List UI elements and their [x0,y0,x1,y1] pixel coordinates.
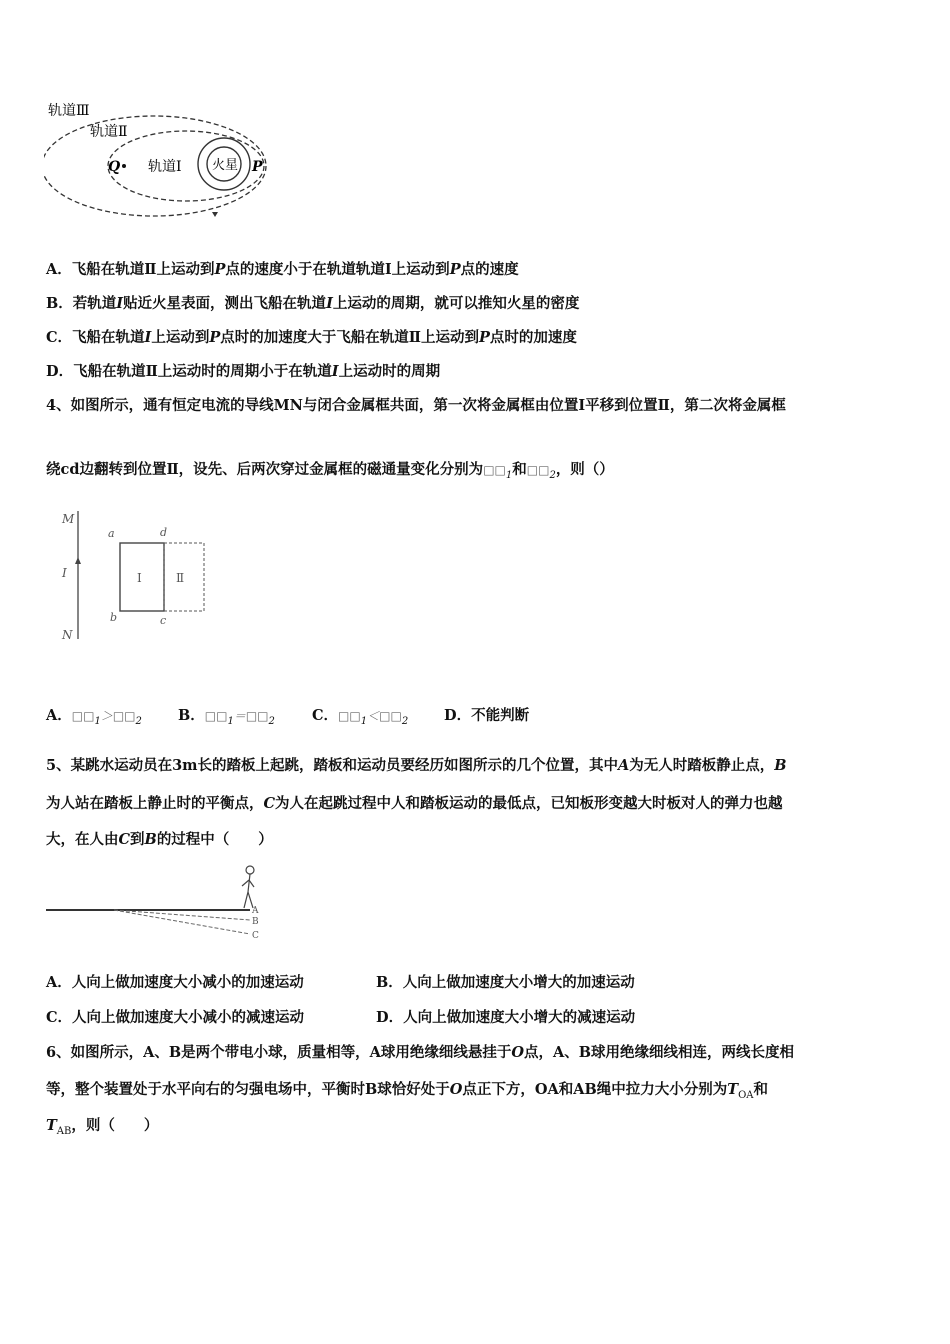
orbit-3-label: 轨道Ⅲ [48,103,90,119]
arrow-icon [212,212,218,217]
label-pos2: Ⅱ [176,571,185,585]
q4-option-a: A．$□□_1>□□_2$ [46,707,142,727]
q5-option-a: A．人向上做加速度大小减小的加速运动 [46,974,304,991]
label-a: A [252,906,259,916]
label-i: I [62,566,67,580]
current-arrow-icon [75,557,81,564]
q6-stem-line3: $T_{AB}$，则（ ） [46,1117,159,1137]
label-a: a [108,527,115,540]
q4-option-b: B．$□□_1=□□_2$ [178,707,275,727]
orbit-1-label: 轨道Ⅰ [148,159,182,175]
board-position-c [114,910,250,934]
q3-option-d: D．飞船在轨道Ⅱ上运动时的周期小于在轨道I上运动时的周期 [46,363,441,380]
orbit-figure [44,98,284,230]
q3-option-a: A．飞船在轨道Ⅱ上运动到P点的速度小于在轨道轨道Ⅰ上运动到P点的速度 [46,261,519,278]
q3-option-b: B．若轨道I贴近火星表面，测出飞船在轨道I上运动的周期，就可以推知火星的密度 [46,295,580,312]
q4-stem-line1: 4、如图所示，通有恒定电流的导线MN与闭合金属框共面，第一次将金属框由位置Ⅰ平移到位置Ⅱ，第二次将金属框 [46,397,786,414]
label-c: C [252,931,259,941]
q5-stem-line3: 大，在人由C到B的过程中（ ） [46,831,273,848]
label-b: b [110,611,118,624]
q4-option-d: D．不能判断 [444,707,530,724]
mars-label: 火星 [212,158,239,173]
q5-option-c: C．人向上做加速度大小减小的减速运动 [46,1009,305,1026]
label-pos1: Ⅰ [137,571,142,585]
diver-icon [242,866,254,908]
label-n: N [62,628,73,642]
label-d: d [160,526,168,539]
point-q-dot [122,164,126,168]
label-b: B [252,917,259,927]
q4-option-c: C．$□□_1<□□_2$ [312,707,409,727]
frame-position-1 [120,543,164,611]
q6-stem-line2: 等，整个装置处于水平向右的匀强电场中，平衡时B球恰好处于O点正下方，OA和AB绳中拉力大小分别为$T_{OA}$和 [46,1081,769,1101]
q4-figure [54,505,254,645]
q3-option-c: C．飞船在轨道I上运动到P点时的加速度大于飞船在轨道Ⅱ上运动到P点时的加速度 [46,329,577,346]
q5-stem-line2: 为人站在踏板上静止时的平衡点，C为人在起跳过程中人和踏板运动的最低点，已知板形变越大时板对人的弹力也越 [46,795,783,812]
q5-stem-line1: 5、某跳水运动员在3m长的踏板上起跳，踏板和运动员要经历如图所示的几个位置，其中A为无人时踏板静止点，B [46,757,787,774]
board-position-b [114,910,250,920]
orbit-2-label: 轨道Ⅱ [90,124,128,140]
q6-stem-line1: 6、如图所示，A、B是两个带电小球，质量相等，A球用绝缘细线悬挂于O点，A、B球用绝缘细线相连，两线长度相 [46,1044,794,1061]
point-p-label: P [252,159,263,175]
springboard-figure [44,860,274,944]
point-q-label: Q [108,159,121,175]
label-m: M [62,512,75,526]
q5-option-b: B．人向上做加速度大小增大的加速运动 [376,974,635,991]
q4-stem-line2: 绕cd边翻转到位置Ⅱ，设先、后两次穿过金属框的磁通量变化分别为$□□_1$和$□□_2$，则（） [46,461,614,481]
q5-option-d: D．人向上做加速度大小增大的减速运动 [376,1009,636,1026]
label-c: c [160,614,167,627]
